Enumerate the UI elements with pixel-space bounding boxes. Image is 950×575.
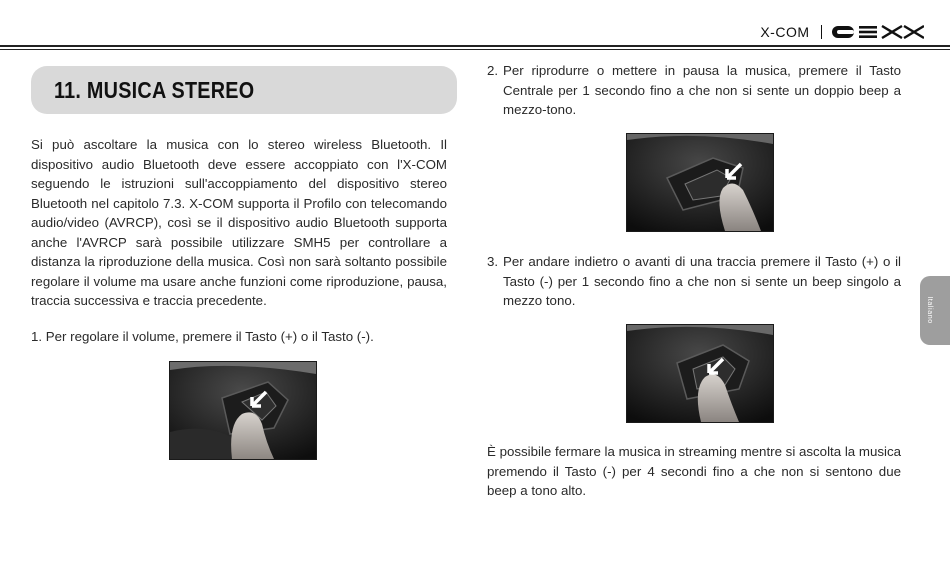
step-1 (31, 327, 447, 347)
step-2 (487, 61, 901, 120)
header-rule-thin (0, 49, 950, 50)
header-brand (760, 24, 924, 40)
step-2-number: 2. (487, 63, 499, 78)
product-name: X-COM (760, 24, 810, 40)
step-3-number: 3. (487, 254, 499, 269)
photo-center-button-press (626, 133, 774, 232)
language-tab-label: Italiano (926, 296, 933, 324)
step-3 (487, 252, 901, 311)
section-title-bar (31, 66, 457, 114)
photo-volume-button-press (169, 361, 317, 460)
photo-track-button-press (626, 324, 774, 423)
step-3-text: Per andare indietro o avanti di una traccia premere il Tasto (+) o il Tasto (-) per 1 secondo fino a che non si sente un beep singolo a mezzo tono. (503, 254, 901, 308)
section-title: 11. MUSICA STEREO (54, 77, 255, 103)
intro-paragraph: Si può ascoltare la musica con lo stereo wireless Bluetooth. Il dispositivo audio Bluetooth deve essere accoppiato con l'X-COM seguendo le istruzioni sull'accoppiamento del dispositivo stereo Bluetooth nel capitolo 7.3. X-COM supporta il Profilo con telecomando audio/video (AVRCP), così se il dispositivo audio Bluetooth supporta anche l'AVRCP sarà possibile utilizzare SMH5 per controllare a distanza la riproduzione della musica. Così non sarà soltanto possibile regolare il volume ma usare anche funzioni come riproduzione, pausa, traccia successiva e traccia precedente. (31, 137, 447, 308)
nexx-logo-icon (832, 25, 924, 39)
step-1-number: 1. (31, 329, 43, 344)
step-2-text: Per riprodurre o mettere in pausa la musica, premere il Tasto Centrale per 1 secondo fino a che non si sente un doppio beep a mezzo-tono. (503, 63, 901, 117)
header-separator (821, 25, 823, 39)
step-1-text: Per regolare il volume, premere il Tasto (+) o il Tasto (-). (45, 329, 374, 344)
closing-paragraph: È possibile fermare la musica in streaming mentre si ascolta la musica premendo il Tasto (-) per 4 secondi fino a che non si sentono due beep a tono alto. (487, 444, 901, 498)
header-rule-thick (0, 45, 950, 47)
